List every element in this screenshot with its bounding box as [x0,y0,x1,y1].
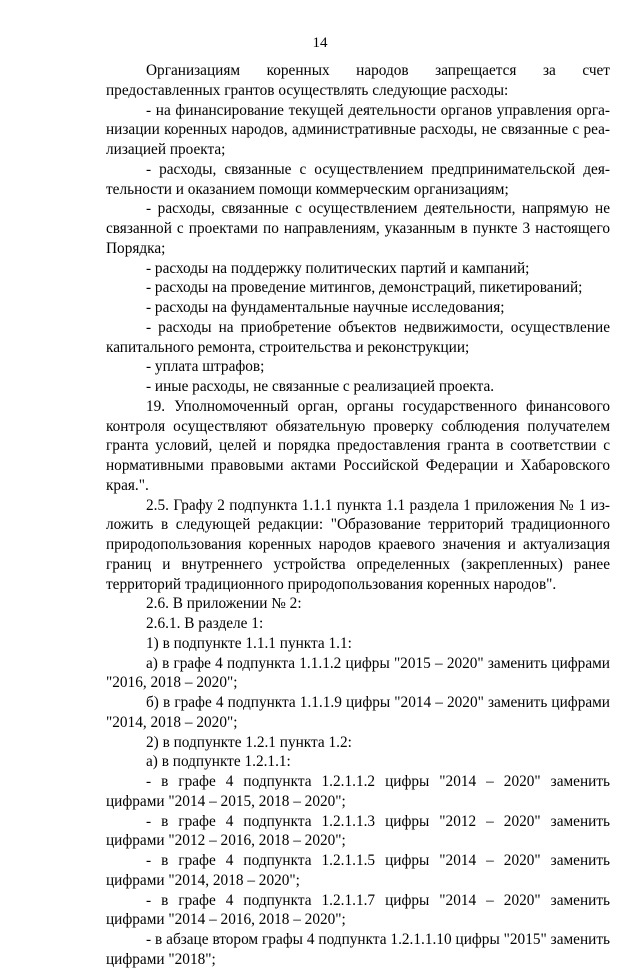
list-item: - в графе 4 подпункта 1.2.1.1.7 цифры "2014 – 2020" заменить цифрами "2014 – 2016, 2018 – 2020"; [106,891,610,929]
list-item: - в графе 4 подпункта 1.2.1.1.2 цифры "2014 – 2020" заменить цифрами "2014 – 2015, 2018 – 2020"; [106,773,610,810]
paragraph: 1) в подпункте 1.1.1 пункта 1.1: [146,634,352,652]
document-body [106,61,610,970]
list-item: - в графе 4 подпункта 1.2.1.1.3 цифры "2012 – 2020" заменить цифрами "2012 – 2016, 2018 – 2020"; [106,812,610,850]
list-item: - иные расходы, не связанные с реализацией проекта. [146,378,495,395]
paragraph: б) в графе 4 подпункта 1.1.1.9 цифры "2014 – 2020" заменить цифрами "2014, 2018 – 2020"; [106,694,610,731]
list-item: - на финансирование текущей деятельности органов управления организации коренных народов, административные расходы, не связанные с реализацией проекта; [106,101,610,158]
paragraph: Организациям коренных народов запрещается за счет предоставленных грантов осуществлять следующие расходы: [106,62,610,99]
list-item: - расходы на приобретение объектов недвижимости, осуществление капитального ремонта, строительства и реконструкции; [106,318,610,356]
list-item: - расходы на фундаментальные научные исследования; [146,299,505,316]
list-item: - в абзаце втором графы 4 подпункта 1.2.1.1.10 цифры "2015" заменить цифрами "2018"; [106,931,610,968]
paragraph: 2) в подпункте 1.2.1 пункта 1.2: [146,733,352,751]
paragraph: 2.6.1. В разделе 1: [146,615,264,632]
paragraph: а) в графе 4 подпункта 1.1.1.2 цифры "2015 – 2020" заменить цифрами "2016, 2018 – 2020"; [106,654,610,692]
paragraph: 2.6. В приложении № 2: [146,595,302,613]
page-number: 14 [312,35,328,51]
paragraph: 19. Уполномоченный орган, органы государственного финансового контроля осуществляют обязательную проверку соблюдения получателем гранта условий, целей и порядка предоставления гранта в соответствии с нормативными правовыми актами Российской Федерации и Хабаровского края.". [106,397,610,494]
list-item: - расходы на поддержку политических партий и кампаний; [146,259,530,277]
paragraph: а) в подпункте 1.2.1.1: [146,753,291,771]
list-item: - в графе 4 подпункта 1.2.1.1.5 цифры "2014 – 2020" заменить цифрами "2014, 2018 – 2020"; [106,852,610,889]
paragraph: 2.5. Графу 2 подпункта 1.1.1 пункта 1.1 раздела 1 приложения № 1 изложить в следующей редакции: "Образование территорий традиционного природопользования коренных народов краевого значения и актуализация границ и внутреннего устройства определенных (закрепленных) ранее территорий традиционного природопользования коренных народов". [106,496,610,593]
list-item: - расходы, связанные с осуществлением деятельности, напрямую не связанной с проектами по направлениям, указанным в пункте 3 настоящего Порядка; [106,200,610,257]
list-item: - уплата штрафов; [146,358,265,376]
list-item: - расходы на проведение митингов, демонстраций, пикетирований; [146,279,583,297]
list-item: - расходы, связанные с осуществлением предпринимательской деятельности и оказанием помощи коммерческим организациям; [106,160,610,198]
